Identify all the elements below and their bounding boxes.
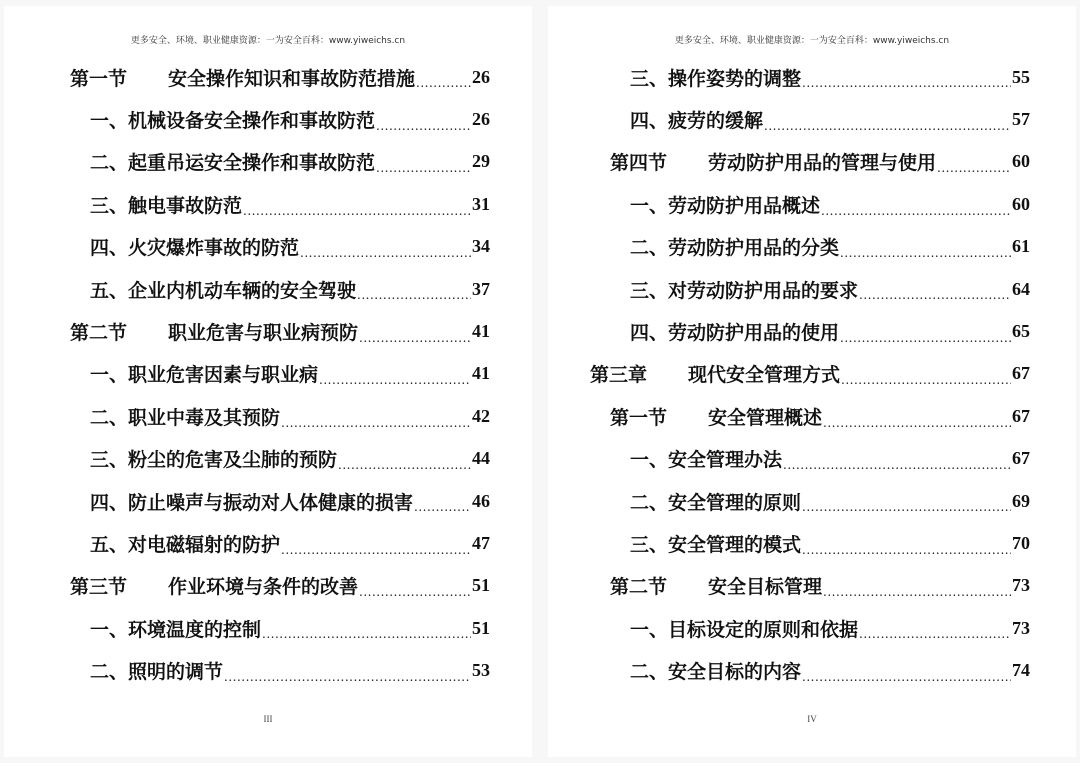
toc-entry[interactable] <box>590 353 1030 395</box>
toc-entry-title: 一、目标设定的原则和依据 <box>630 618 859 641</box>
toc-entry-title: 二、劳动防护用品的分类 <box>630 237 840 260</box>
page-number-footer: III <box>263 714 273 724</box>
toc-page-number: 73 <box>1012 617 1030 638</box>
toc-page-number: 70 <box>1012 532 1030 553</box>
toc-page-number: 64 <box>1012 278 1030 299</box>
toc-page-number: 41 <box>472 321 490 342</box>
toc-page-number: 55 <box>1012 66 1030 87</box>
toc-section-number: 第一节 <box>610 406 668 429</box>
toc-entry[interactable] <box>590 522 1030 564</box>
toc-entry[interactable] <box>590 98 1030 140</box>
toc-dot-leader <box>802 541 1011 565</box>
toc-entry[interactable] <box>70 607 490 649</box>
toc-entry[interactable] <box>590 226 1030 268</box>
toc-entry[interactable] <box>70 183 490 225</box>
toc-dot-leader <box>416 74 471 98</box>
toc-page-number: 34 <box>472 236 490 257</box>
toc-entry-title: 劳动防护用品的管理与使用 <box>708 152 937 175</box>
toc-entry[interactable] <box>70 395 490 437</box>
toc-dot-leader <box>281 414 471 438</box>
toc-page-number: 67 <box>1012 405 1030 426</box>
toc-entry[interactable] <box>70 522 490 564</box>
toc-dot-leader <box>224 668 471 692</box>
toc-page-number: 37 <box>472 278 490 299</box>
toc-page-number: 67 <box>1012 363 1030 384</box>
toc-entry-title: 四、疲劳的缓解 <box>630 110 764 133</box>
page-header: 更多安全、环境、职业健康资源：一为安全百科：www.yiweichs.cn <box>130 36 406 46</box>
toc-entry[interactable] <box>590 268 1030 310</box>
toc-entry[interactable] <box>70 565 490 607</box>
toc-dot-leader <box>783 456 1011 480</box>
toc-entry-title: 五、企业内机动车辆的安全驾驶 <box>90 279 357 302</box>
toc-entry-title: 作业环境与条件的改善 <box>168 576 359 599</box>
toc-entry[interactable] <box>70 353 490 395</box>
toc-entry-title: 一、安全管理办法 <box>630 449 783 472</box>
toc-dot-leader <box>338 456 471 480</box>
toc-dot-leader <box>841 371 1011 395</box>
toc-entry[interactable] <box>590 310 1030 352</box>
toc-entry-title: 四、火灾爆炸事故的防范 <box>90 237 300 260</box>
toc-entry-title: 五、对电磁辐射的防护 <box>90 533 281 556</box>
toc-dot-leader <box>359 583 471 607</box>
toc-dot-leader <box>359 329 471 353</box>
toc-page-number: 74 <box>1012 660 1030 681</box>
toc-entry[interactable] <box>590 565 1030 607</box>
toc-page-left <box>4 6 532 757</box>
toc-dot-leader <box>243 202 471 226</box>
toc-dot-leader <box>414 498 471 522</box>
toc-entry[interactable] <box>590 649 1030 691</box>
toc-page-number: 26 <box>472 66 490 87</box>
toc-entry[interactable] <box>590 56 1030 98</box>
toc-entry-title: 二、安全管理的原则 <box>630 491 802 514</box>
toc-section-number: 第三节 <box>70 576 128 599</box>
toc-section-number: 第三章 <box>590 364 648 387</box>
toc-entry[interactable] <box>590 395 1030 437</box>
toc-section-number: 第二节 <box>70 322 128 345</box>
toc-dot-leader <box>262 625 471 649</box>
toc-page-number: 60 <box>1012 151 1030 172</box>
toc-page-number: 61 <box>1012 236 1030 257</box>
toc-entry-title: 二、起重吊运安全操作和事故防范 <box>90 152 376 175</box>
toc-entry-title: 三、安全管理的模式 <box>630 533 802 556</box>
toc-entry-title: 一、环境温度的控制 <box>90 618 262 641</box>
toc-entry[interactable] <box>70 141 490 183</box>
toc-entry-title: 二、照明的调节 <box>90 661 224 684</box>
toc-entry-title: 职业危害与职业病预防 <box>168 322 359 345</box>
toc-dot-leader <box>802 498 1011 522</box>
toc-entry-title: 三、粉尘的危害及尘肺的预防 <box>90 449 338 472</box>
toc-dot-leader <box>859 625 1011 649</box>
toc-entry-title: 一、机械设备安全操作和事故防范 <box>90 110 376 133</box>
toc-entry[interactable] <box>590 141 1030 183</box>
toc-dot-leader <box>802 668 1011 692</box>
toc-page-right <box>548 6 1076 757</box>
toc-entry[interactable] <box>70 98 490 140</box>
toc-dot-leader <box>823 583 1011 607</box>
page-header: 更多安全、环境、职业健康资源：一为安全百科：www.yiweichs.cn <box>674 36 950 46</box>
toc-page-number: 73 <box>1012 575 1030 596</box>
toc-entry[interactable] <box>70 226 490 268</box>
toc-dot-leader <box>281 541 471 565</box>
toc-section-number: 第四节 <box>610 152 668 175</box>
toc-entry[interactable] <box>590 438 1030 480</box>
toc-list <box>590 56 1030 692</box>
toc-entry[interactable] <box>590 183 1030 225</box>
toc-entry-title: 安全操作知识和事故防范措施 <box>168 67 416 90</box>
toc-entry-title: 三、触电事故防范 <box>90 194 243 217</box>
toc-entry[interactable] <box>70 268 490 310</box>
toc-page-number: 67 <box>1012 448 1030 469</box>
toc-entry-title: 三、操作姿势的调整 <box>630 67 802 90</box>
toc-dot-leader <box>859 286 1011 310</box>
toc-page-number: 65 <box>1012 321 1030 342</box>
toc-entry[interactable] <box>70 649 490 691</box>
toc-dot-leader <box>840 244 1011 268</box>
toc-entry-title: 一、职业危害因素与职业病 <box>90 364 319 387</box>
toc-dot-leader <box>357 286 471 310</box>
toc-dot-leader <box>376 117 471 141</box>
toc-dot-leader <box>821 202 1011 226</box>
toc-entry-title: 现代安全管理方式 <box>688 364 841 387</box>
toc-page-number: 69 <box>1012 490 1030 511</box>
page-number-footer: IV <box>807 714 817 724</box>
toc-entry[interactable] <box>70 480 490 522</box>
toc-entry[interactable] <box>590 607 1030 649</box>
toc-dot-leader <box>802 74 1011 98</box>
toc-entry-title: 三、对劳动防护用品的要求 <box>630 279 859 302</box>
toc-page-number: 44 <box>472 448 490 469</box>
toc-entry-title: 四、劳动防护用品的使用 <box>630 322 840 345</box>
toc-dot-leader <box>840 329 1011 353</box>
toc-entry[interactable] <box>70 56 490 98</box>
toc-page-number: 46 <box>472 490 490 511</box>
toc-page-number: 42 <box>472 405 490 426</box>
toc-section-number: 第二节 <box>610 576 668 599</box>
toc-entry-title: 安全目标管理 <box>708 576 823 599</box>
toc-section-number: 第一节 <box>70 67 128 90</box>
toc-page-number: 51 <box>472 575 490 596</box>
toc-dot-leader <box>937 159 1011 183</box>
toc-page-number: 47 <box>472 532 490 553</box>
toc-dot-leader <box>376 159 471 183</box>
toc-page-number: 51 <box>472 617 490 638</box>
toc-page-number: 26 <box>472 109 490 130</box>
toc-list <box>70 56 490 692</box>
toc-entry[interactable] <box>70 310 490 352</box>
toc-page-number: 53 <box>472 660 490 681</box>
toc-entry-title: 二、安全目标的内容 <box>630 661 802 684</box>
toc-page-number: 41 <box>472 363 490 384</box>
toc-dot-leader <box>823 414 1011 438</box>
toc-page-number: 60 <box>1012 193 1030 214</box>
toc-entry-title: 一、劳动防护用品概述 <box>630 194 821 217</box>
toc-page-number: 31 <box>472 193 490 214</box>
toc-entry-title: 四、防止噪声与振动对人体健康的损害 <box>90 491 414 514</box>
toc-page-number: 57 <box>1012 109 1030 130</box>
toc-entry[interactable] <box>590 480 1030 522</box>
toc-dot-leader <box>764 117 1011 141</box>
toc-entry-title: 安全管理概述 <box>708 406 823 429</box>
toc-dot-leader <box>300 244 471 268</box>
toc-dot-leader <box>319 371 471 395</box>
toc-entry[interactable] <box>70 438 490 480</box>
toc-entry-title: 二、职业中毒及其预防 <box>90 406 281 429</box>
toc-page-number: 29 <box>472 151 490 172</box>
